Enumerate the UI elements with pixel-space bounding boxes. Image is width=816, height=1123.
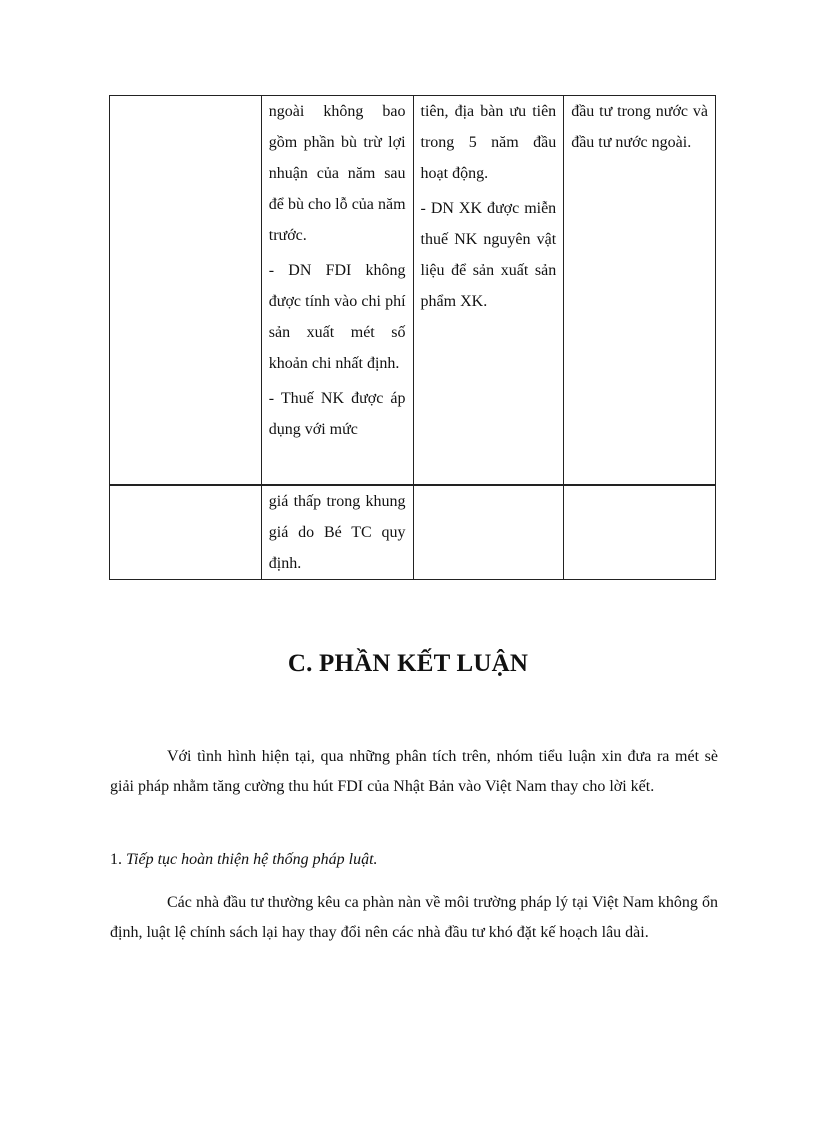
item-title: Tiếp tục hoàn thiện hệ thống pháp luật. (126, 851, 378, 868)
table-row (110, 96, 716, 486)
cell-paragraph: - DN FDI không được tính vào chi phí sản xuất mét số khoản chi nhất định. (268, 262, 406, 372)
cell-paragraph: tiên, địa bàn ưu tiên trong 5 năm đầu hoạt động. (420, 103, 557, 182)
intro-paragraph: Với tình hình hiện tại, qua những phân tích trên, nhóm tiểu luận xin đưa ra mét sè giải pháp nhằm tăng cường thu hút FDI của Nhật Bản vào Việt Nam thay cho lời kết. (110, 748, 718, 795)
cell-paragraph: ngoài không bao gồm phần bù trừ lợi nhuận của năm sau để bù cho lỗ của năm trước. (268, 103, 406, 244)
table-cell-r1-c4 (564, 96, 716, 486)
cell-paragraph: - DN XK được miễn thuế NK nguyên vật liệu để sản xuất sản phẩm XK. (420, 200, 557, 310)
item-number: 1. (110, 851, 122, 868)
comparison-table (109, 95, 716, 580)
cell-paragraph: đầu tư trong nước và đầu tư nước ngoài. (571, 103, 708, 151)
table-cell-r1-c2 (261, 96, 413, 486)
numbered-item-heading (110, 845, 718, 875)
table-cell-r2-c2 (261, 485, 413, 580)
table-cell-r1-c3 (413, 96, 564, 486)
cell-paragraph: - Thuế NK được áp dụng với mức (268, 390, 406, 438)
table-cell-r2-c3 (413, 485, 564, 580)
section-heading: C. PHẦN KẾT LUẬN (287, 650, 529, 677)
table-cell-r2-c1 (110, 485, 262, 580)
table-cell-r1-c1 (110, 96, 262, 486)
table-cell-r2-c4 (564, 485, 716, 580)
table-row (110, 485, 716, 580)
item-body-paragraph: Các nhà đầu tư thường kêu ca phàn nàn về môi trường pháp lý tại Việt Nam không ổn định, luật lệ chính sách lại hay thay đổi nên các nhà đầu tư khó đặt kế hoạch lâu dài. (110, 894, 718, 941)
cell-paragraph: giá thấp trong khung giá do Bé TC quy định. (268, 493, 406, 572)
